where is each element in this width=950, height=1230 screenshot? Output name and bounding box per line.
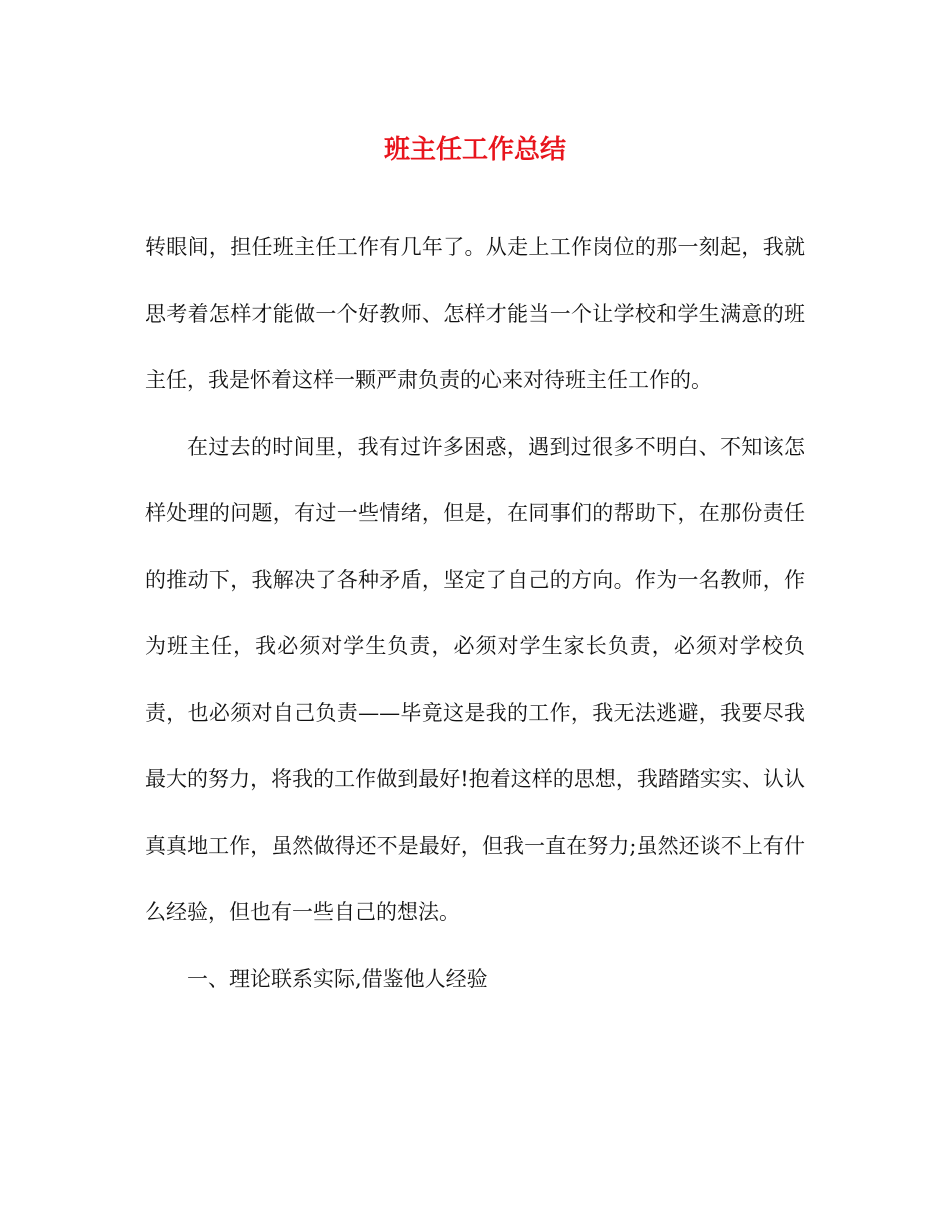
section-heading-1: 一、理论联系实际,借鉴他人经验 (187, 966, 488, 991)
document-title: 班主任工作总结 (383, 135, 566, 165)
document-body (145, 214, 805, 1012)
paragraph-intro: 转眼间，担任班主任工作有几年了。从走上工作岗位的那一刻起，我就思考着怎样才能做一个好教师、怎样才能当一个让学校和学生满意的班主任，我是怀着这样一颗严肃负责的心来对待班主任工作的。 (145, 235, 805, 392)
paragraph-reflection: 在过去的时间里，我有过许多困惑，遇到过很多不明白、不知该怎样处理的问题，有过一些情绪，但是，在同事们的帮助下，在那份责任的推动下，我解决了各种矛盾，坚定了自己的方向。作为一名教师，作为班主任，我必须对学生负责，必须对学生家长负责，必须对学校负责，也必须对自己负责——毕竟这是我的工作，我无法逃避，我要尽我最大的努力，将我的工作做到最好!抱着这样的思想，我踏踏实实、认认真真地工作，虽然做得还不是最好，但我一直在努力;虽然还谈不上有什么经验，但也有一些自己的想法。 (145, 434, 805, 924)
